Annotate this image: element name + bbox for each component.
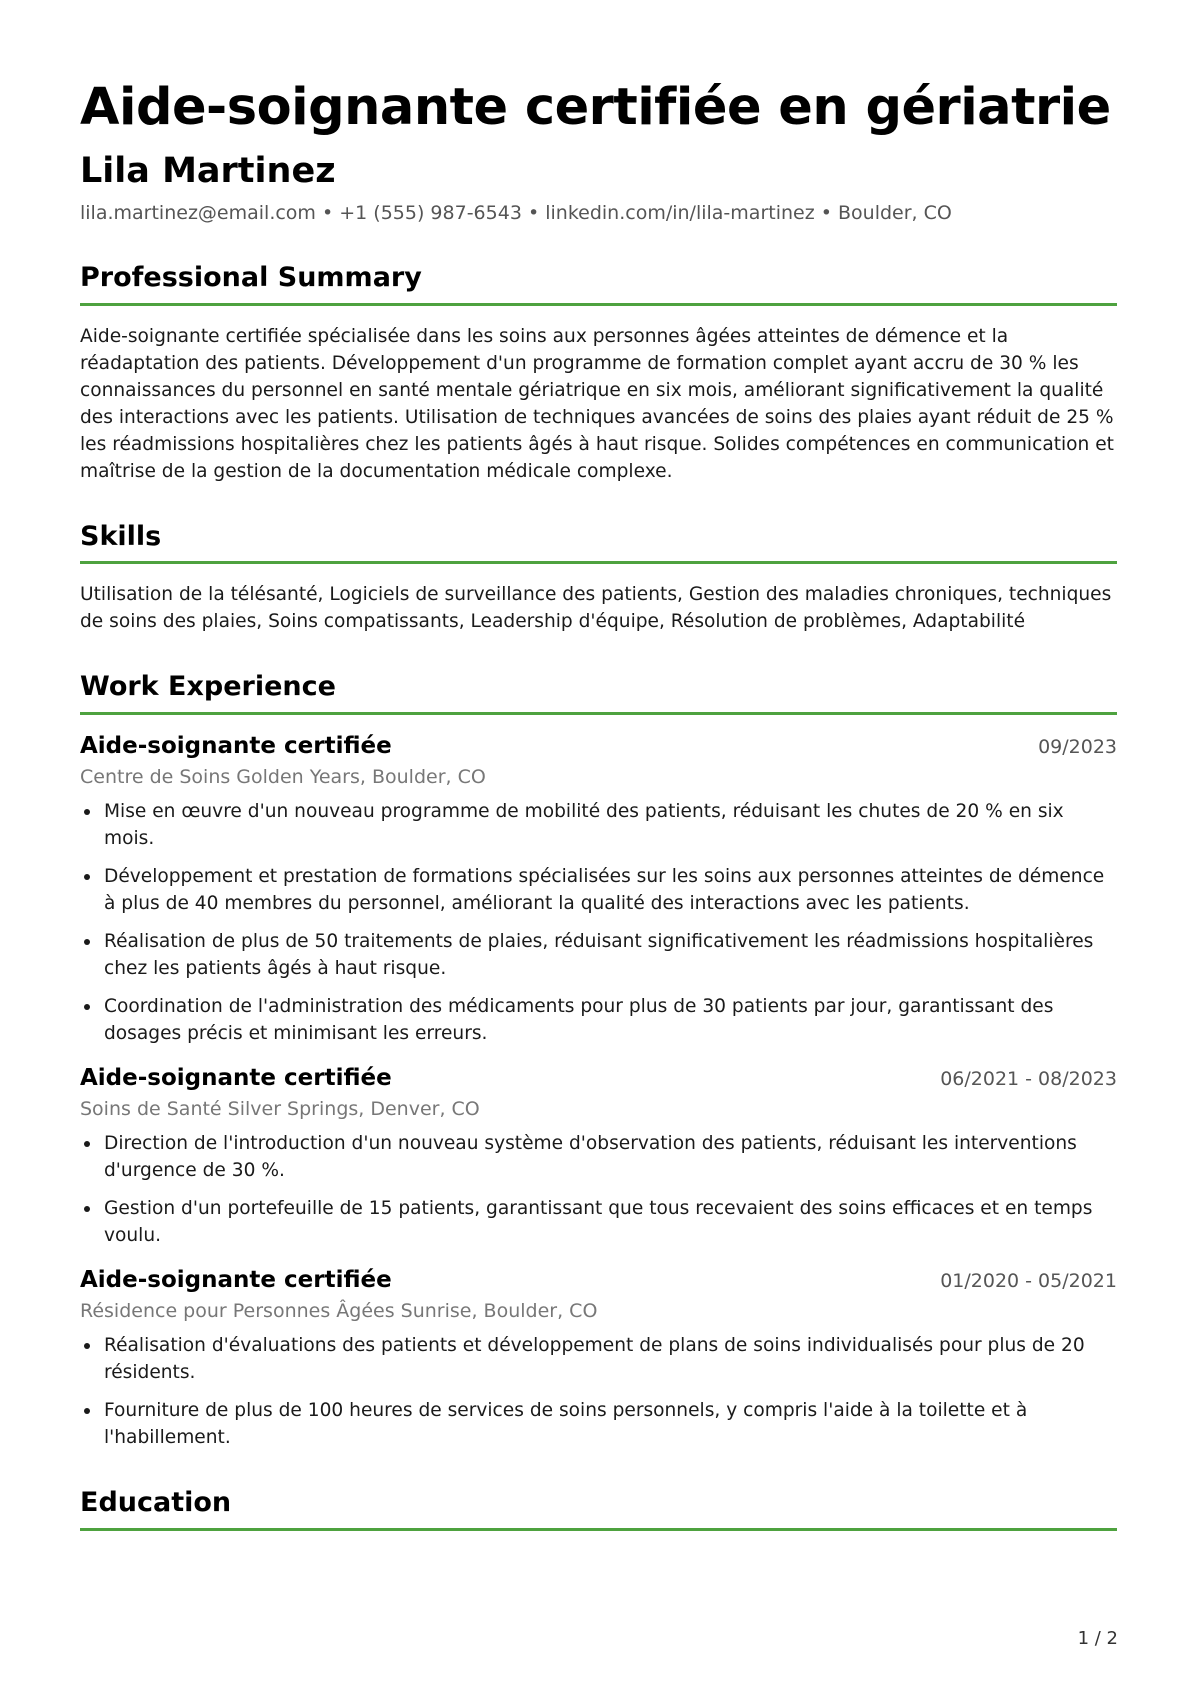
job-date: 06/2021 - 08/2023 [940,1068,1117,1091]
job-bullet: Coordination de l'administration des médicaments pour plus de 30 patients par jour, garantissant des dosages précis et minimisant les erreurs. [80,993,1117,1047]
page-number: 1 / 2 [1077,1628,1118,1649]
job-date: 09/2023 [1038,736,1117,759]
contact-location: Boulder, CO [838,202,952,225]
job-date: 01/2020 - 05/2021 [940,1270,1117,1293]
person-name: Lila Martinez [80,151,336,192]
contact-email[interactable]: lila.martinez@email.com [80,202,316,225]
job-title: Aide-soignante certifiée [80,733,392,760]
contact-separator: • [527,202,540,225]
education-section [80,1486,1117,1531]
document-title: Aide-soignante certifiée en gériatrie [80,78,1111,137]
job-entry [80,1065,1117,1249]
job-bullet: Mise en œuvre d'un nouveau programme de mobilité des patients, réduisant les chutes de 20 % en six mois. [80,798,1117,852]
skills-section [80,520,1117,636]
job-bullets [80,798,1117,1047]
job-bullet: Gestion d'un portefeuille de 15 patients, garantissant que tous recevaient des soins efficaces et en temps voulu. [80,1195,1117,1249]
job-bullet: Réalisation de plus de 50 traitements de plaies, réduisant significativement les réadmissions hospitalières chez les patients âgés à haut risque. [80,928,1117,982]
education-heading: Education [80,1486,1117,1531]
resume-page [80,80,1117,1531]
experience-section [80,670,1117,1451]
job-bullet: Réalisation d'évaluations des patients et développement de plans de soins individualisés pour plus de 20 résidents. [80,1332,1117,1386]
job-title: Aide-soignante certifiée [80,1065,392,1092]
contact-linkedin[interactable]: linkedin.com/in/lila-martinez [545,202,815,225]
skills-heading: Skills [80,520,1117,565]
job-bullet: Fourniture de plus de 100 heures de services de soins personnels, y compris l'aide à la toilette et à l'habillement. [80,1397,1117,1451]
summary-section [80,261,1117,485]
contact-separator: • [321,202,334,225]
job-entry [80,1267,1117,1451]
job-company: Résidence pour Personnes Âgées Sunrise, Boulder, CO [80,1300,598,1323]
job-bullets [80,1130,1117,1249]
experience-heading: Work Experience [80,670,1117,715]
summary-text: Aide-soignante certifiée spécialisée dans les soins aux personnes âgées atteintes de démence et la réadaptation des patients. Développement d'un programme de formation complet ayant accru de 30 % les connaissances du personnel en santé mentale gériatrique en six mois, améliorant significativement la qualité des interactions avec les patients. Utilisation de techniques avancées de soins des plaies ayant réduit de 25 % les réadmissions hospitalières chez les patients âgés à haut risque. Solides compétences en communication et maîtrise de la gestion de la documentation médicale complexe. [80,325,1114,482]
contact-separator: • [820,202,832,225]
contact-phone[interactable]: +1 (555) 987-6543 [339,202,522,225]
job-company: Centre de Soins Golden Years, Boulder, CO [80,766,486,789]
summary-heading: Professional Summary [80,261,1117,306]
job-company: Soins de Santé Silver Springs, Denver, CO [80,1098,480,1121]
job-title: Aide-soignante certifiée [80,1267,392,1294]
contact-line [80,201,1117,226]
job-bullets [80,1332,1117,1451]
skills-text: Utilisation de la télésanté, Logiciels de surveillance des patients, Gestion des maladies chroniques, techniques de soins des plaies, Soins compatissants, Leadership d'équipe, Résolution de problèmes, Adaptabilité [80,584,1112,633]
job-bullet: Direction de l'introduction d'un nouveau système d'observation des patients, réduisant les interventions d'urgence de 30 %. [80,1130,1117,1184]
job-bullet: Développement et prestation de formations spécialisées sur les soins aux personnes atteintes de démence à plus de 40 membres du personnel, améliorant la qualité des interactions avec les patients. [80,863,1117,917]
job-entry [80,733,1117,1047]
